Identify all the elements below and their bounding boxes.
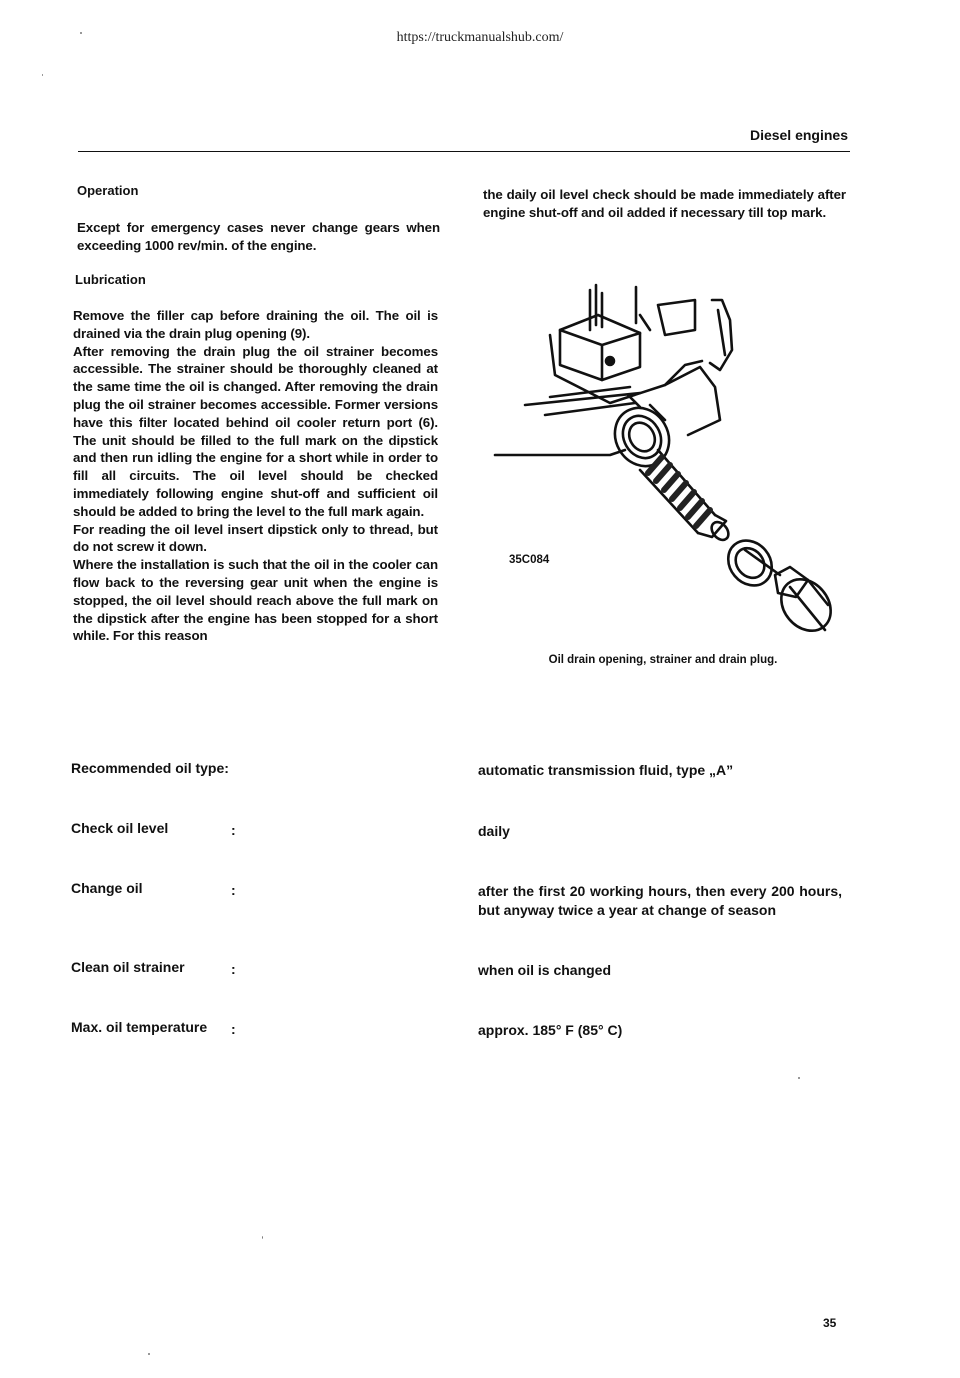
- spec-colon: :: [231, 1021, 236, 1037]
- spec-colon: :: [231, 882, 236, 898]
- spec-value-oil-type: automatic transmission fluid, type „A”: [478, 762, 734, 778]
- spec-label-clean-strainer: Clean oil strainer: [71, 959, 185, 975]
- figure-caption: Oil drain opening, strainer and drain plug.: [548, 654, 778, 666]
- spec-colon: :: [231, 961, 236, 977]
- spec-value-clean-strainer: when oil is changed: [478, 962, 612, 978]
- spec-label-max-temp: Max. oil temperature: [71, 1019, 208, 1035]
- oil-drain-illustration: [490, 275, 840, 645]
- lubrication-paragraph: Where the installation is such that the oil in the cooler can flow back to the reversing gear unit when the engine is stopped, the oil level should reach above the full mark on the dipstick after the engine has been stopped for a short while. For this reason: [73, 557, 438, 644]
- lubrication-paragraph: Remove the filler cap before draining the oil. The oil is drained via the drain plug opening (9).: [73, 308, 438, 341]
- section-title: Diesel engines: [749, 127, 848, 143]
- lubrication-body: [73, 307, 438, 645]
- scan-speck: [262, 1236, 263, 1239]
- spec-label-change-oil: Change oil: [71, 880, 143, 896]
- spec-value-check-level: daily: [478, 823, 510, 839]
- spec-label-oil-type: Recommended oil type:: [71, 760, 229, 776]
- spec-value-change-oil: after the first 20 working hours, then every 200 hours, but anyway twice a year at change of season: [478, 883, 842, 918]
- lubrication-paragraph: After removing the drain plug the oil strainer becomes accessible. The strainer should be thoroughly cleaned at the same time the oil is changed. After removing the drain plug the oil strainer becomes accessible. Former versions have this filter located behind oil cooler return port (6). The unit should be filled to the full mark on the dipstick and then run idling the engine for a short while in order to fill all circuits. The oil level should be checked immediately following engine shut-off and sufficient oil should be added to bring the level to the full mark again.: [73, 343, 438, 519]
- continuation-text: the daily oil level check should be made immediately after engine shut-off and oil added if necessary till top mark.: [483, 187, 846, 220]
- operation-heading: Operation: [77, 183, 139, 198]
- spec-value-max-temp: approx. 185° F (85° C): [478, 1022, 623, 1038]
- page-number: 35: [823, 1316, 837, 1330]
- scan-speck: [798, 1077, 800, 1079]
- operation-text: Except for emergency cases never change gears when exceeding 1000 rev/min. of the engine.: [77, 220, 440, 253]
- spec-colon: :: [231, 822, 236, 838]
- scan-speck: [80, 32, 82, 34]
- scan-speck: [148, 1353, 150, 1355]
- scan-speck: [42, 74, 43, 76]
- source-url: https://truckmanualshub.com/: [396, 30, 564, 45]
- spec-label-check-level: Check oil level: [71, 820, 169, 836]
- header-rule: [78, 151, 850, 152]
- lubrication-heading: Lubrication: [75, 272, 146, 287]
- lubrication-paragraph: For reading the oil level insert dipstick only to thread, but do not screw it down.: [73, 521, 438, 555]
- figure-number: 35C084: [509, 554, 550, 566]
